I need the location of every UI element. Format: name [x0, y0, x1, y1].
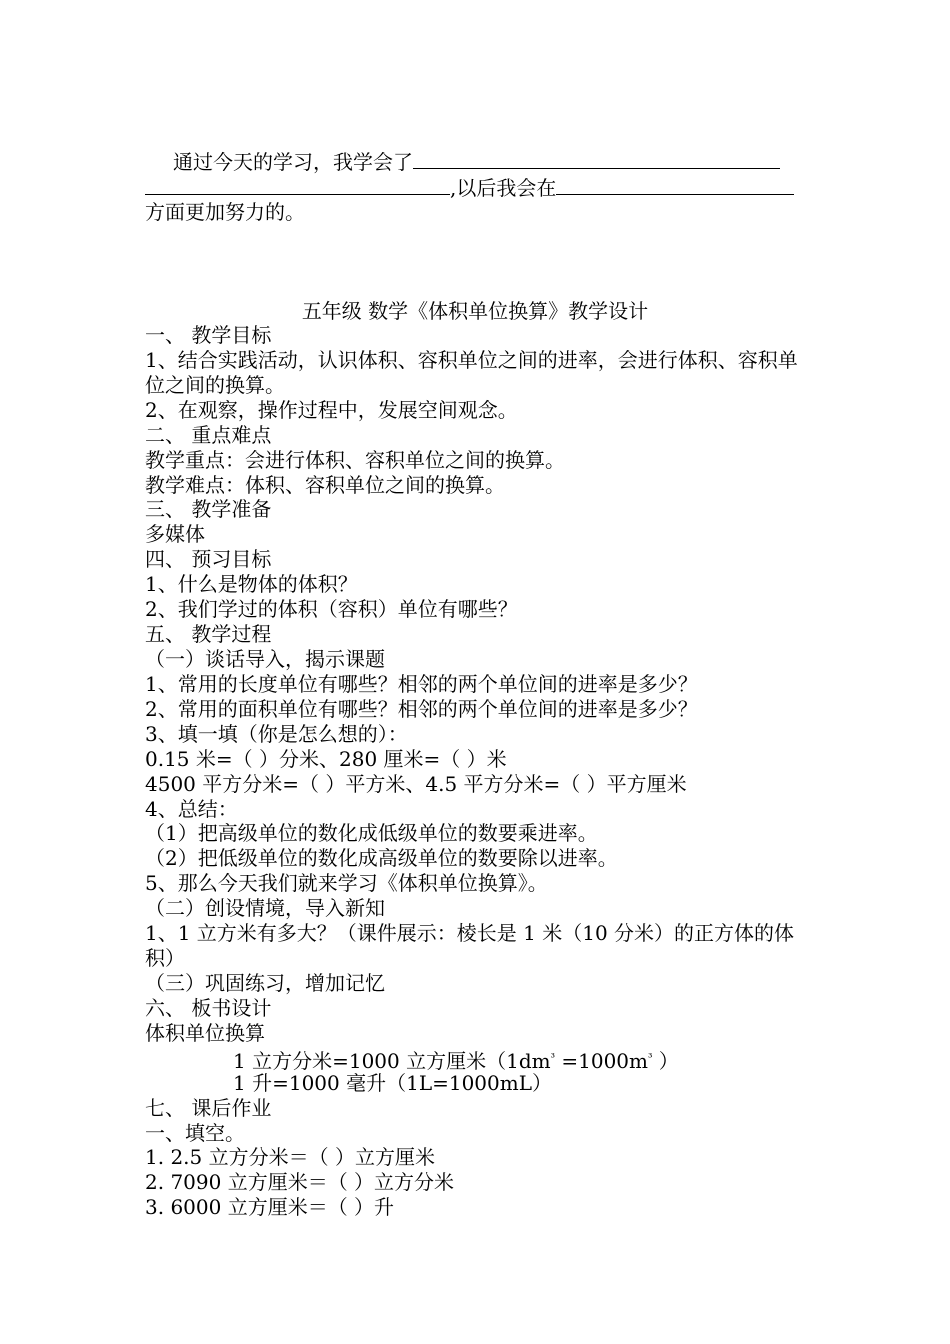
board-formula-1: 1 立方分米=1000 立方厘米（$1dm^{^3} =1000m^{^3}$ ）	[233, 1048, 679, 1073]
homework-item-1: 1. 2.5 立方分米＝（ ）立方厘米	[145, 1145, 435, 1170]
answer-blank-1[interactable]	[413, 148, 780, 169]
reflection-text-2: ,以后我会在	[450, 176, 557, 200]
summary-heading: 4、总结：	[145, 796, 238, 821]
fill-in-exercise-1: 0.15 米=（ ）分米、280 厘米=（ ）米	[145, 746, 507, 771]
subsection-heading-practice: （三）巩固练习，增加记忆	[145, 971, 385, 996]
preparation-text: 多媒体	[145, 522, 205, 547]
key-point-text: 教学重点：会进行体积、容积单位之间的换算。	[145, 447, 565, 472]
preview-question-2: 2、我们学过的体积（容积）单位有哪些？	[145, 597, 518, 622]
reflection-line-3	[145, 200, 810, 225]
answer-blank-3[interactable]	[556, 174, 794, 195]
board-formula-2: 1 升=1000 毫升（1L=1000mL）	[233, 1070, 553, 1095]
answer-blank-2[interactable]	[145, 174, 450, 195]
summary-rule-1: （1）把高级单位的数化成低级单位的数要乘进率。	[145, 821, 598, 846]
section-heading-preparation: 三、 教学准备	[145, 497, 272, 522]
subsection-heading-intro: （一）谈话导入，揭示课题	[145, 647, 385, 672]
section-heading-homework: 七、 课后作业	[145, 1095, 272, 1120]
summary-rule-2: （2）把低级单位的数化成高级单位的数要除以进率。	[145, 846, 618, 871]
board-title: 体积单位换算	[145, 1020, 265, 1045]
lesson-plan-body	[145, 323, 810, 1220]
subsection-heading-situation: （二）创设情境，导入新知	[145, 896, 385, 921]
situation-question-1: 1、1 立方米有多大？（课件展示：棱长是 1 米（10 分米）的正方体的体积）	[145, 921, 795, 971]
section-heading-key-points: 二、 重点难点	[145, 422, 272, 447]
intro-question-1: 1、常用的长度单位有哪些？相邻的两个单位间的进率是多少？	[145, 671, 698, 696]
intro-transition: 5、那么今天我们就来学习《体积单位换算》。	[145, 871, 548, 896]
objective-item-2: 2、在观察，操作过程中，发展空间观念。	[145, 397, 518, 422]
reflection-text-3: 方面更加努力的。	[145, 200, 305, 224]
section-heading-process: 五、 教学过程	[145, 622, 272, 647]
section-heading-preview: 四、 预习目标	[145, 547, 272, 572]
section-heading-objectives: 一、 教学目标	[145, 323, 272, 347]
homework-item-2: 2. 7090 立方厘米＝（ ）立方分米	[145, 1170, 455, 1195]
homework-part-heading: 一、填空。	[145, 1120, 245, 1145]
homework-item-3: 3. 6000 立方厘米＝（ ）升	[145, 1195, 395, 1220]
intro-question-2: 2、常用的面积单位有哪些？相邻的两个单位间的进率是多少？	[145, 696, 698, 721]
reflection-text-1: 通过今天的学习，我学会了	[173, 150, 413, 174]
reflection-line-1	[145, 148, 810, 175]
preview-question-1: 1、什么是物体的体积？	[145, 572, 358, 597]
document-title: 五年级 数学《体积单位换算》教学设计	[301, 299, 649, 323]
objective-item-1: 1、结合实践活动，认识体积、容积单位之间的进率，会进行体积、容积单位之间的换算。	[145, 347, 798, 397]
section-heading-board: 六、 板书设计	[145, 995, 272, 1020]
intro-question-3: 3、填一填（你是怎么想的）：	[145, 721, 408, 746]
reflection-line-2	[145, 174, 810, 201]
difficulty-text: 教学难点：体积、容积单位之间的换算。	[145, 472, 505, 497]
fill-in-exercise-2: 4500 平方分米=（ ）平方米、4.5 平方分米=（ ）平方厘米	[145, 771, 687, 796]
